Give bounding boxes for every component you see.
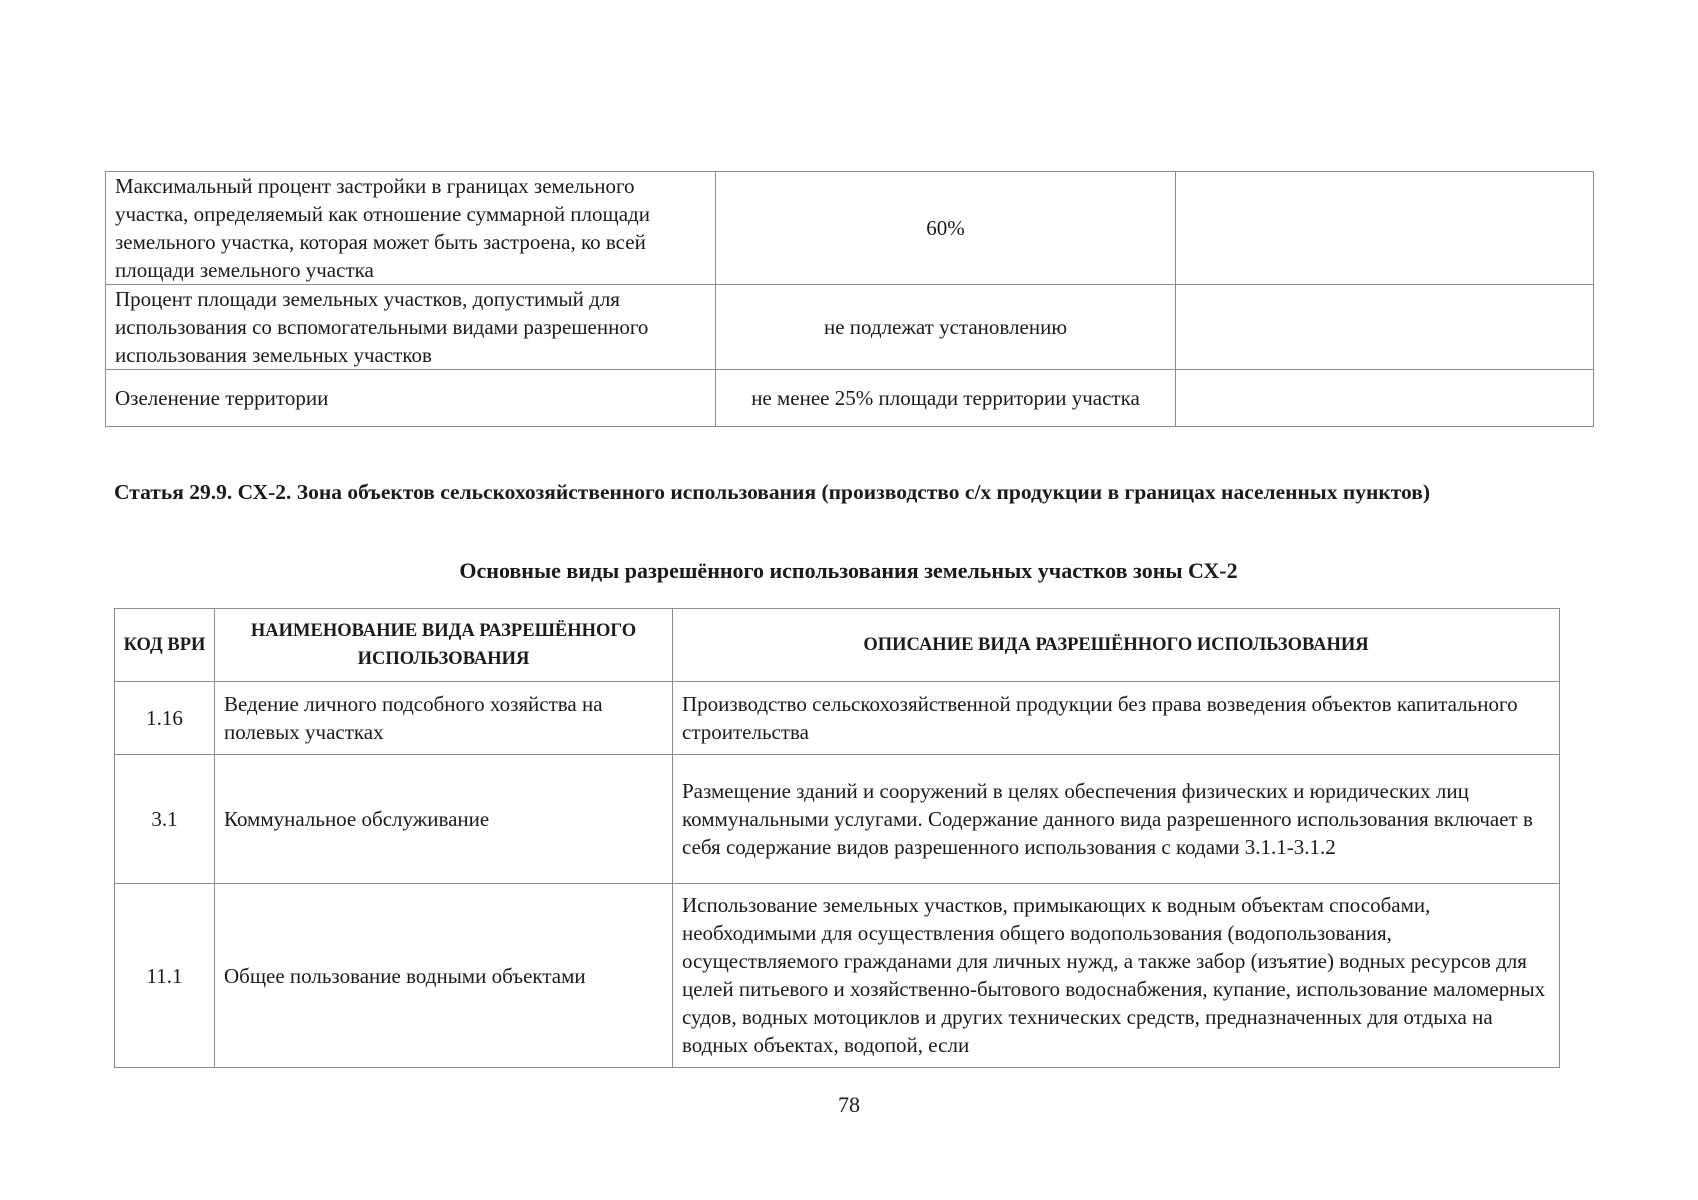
- value-cell: 60%: [716, 172, 1176, 285]
- parameters-table: [105, 171, 1594, 427]
- code-cell: 11.1: [115, 884, 215, 1068]
- description-cell: Использование земельных участков, примыкающих к водным объектам способами, необходимыми для осуществления общего водопользования (водопользования, осуществляемого гражданами для личных нужд, а также забор (изъятие) водных ресурсов для целей питьевого и хозяйственно-бытового водоснабжения, купание, использование маломерных судов, водных мотоциклов и других технических средств, предназначенных для отдыха на водных объектах, водопой, если: [673, 884, 1560, 1068]
- table-caption: Основные виды разрешённого использования земельных участков зоны СХ-2: [459, 558, 1238, 583]
- table-row: [115, 755, 1560, 884]
- table-header-row: [115, 609, 1560, 682]
- table-row: [106, 285, 1594, 370]
- name-cell: Коммунальное обслуживание: [215, 755, 673, 884]
- description-cell: Размещение зданий и сооружений в целях обеспечения физических и юридических лиц коммунальными услугами. Содержание данного вида разрешенного использования включает в себя содержание видов разрешенного использования с кодами 3.1.1-3.1.2: [673, 755, 1560, 884]
- parameter-cell: Максимальный процент застройки в границах земельного участка, определяемый как отношение суммарной площади земельного участка, которая может быть застроена, ко всей площади земельного участка: [106, 172, 716, 285]
- note-cell: [1176, 285, 1594, 370]
- table-row: [115, 682, 1560, 755]
- table-row: [106, 370, 1594, 427]
- parameter-cell: Озеленение территории: [106, 370, 716, 427]
- permitted-use-table: [114, 608, 1560, 1068]
- value-cell: не менее 25% площади территории участка: [716, 370, 1176, 427]
- name-cell: Ведение личного подсобного хозяйства на полевых участках: [215, 682, 673, 755]
- code-cell: 3.1: [115, 755, 215, 884]
- value-cell: не подлежат установлению: [716, 285, 1176, 370]
- column-header-code: КОД ВРИ: [115, 609, 215, 682]
- note-cell: [1176, 172, 1594, 285]
- description-cell: Производство сельскохозяйственной продукции без права возведения объектов капитального строительства: [673, 682, 1560, 755]
- table-row: [115, 884, 1560, 1068]
- article-heading: Статья 29.9. СХ-2. Зона объектов сельскохозяйственного использования (производство с/х продукции в границах населенных пунктов): [114, 480, 1431, 504]
- column-header-description: ОПИСАНИЕ ВИДА РАЗРЕШЁННОГО ИСПОЛЬЗОВАНИЯ: [673, 609, 1560, 682]
- page-number: 78: [838, 1092, 860, 1117]
- column-header-name: НАИМЕНОВАНИЕ ВИДА РАЗРЕШЁННОГО ИСПОЛЬЗОВАНИЯ: [215, 609, 673, 682]
- code-cell: 1.16: [115, 682, 215, 755]
- table-row: [106, 172, 1594, 285]
- name-cell: Общее пользование водными объектами: [215, 884, 673, 1068]
- parameter-cell: Процент площади земельных участков, допустимый для использования со вспомогательными видами разрешенного использования земельных участков: [106, 285, 716, 370]
- note-cell: [1176, 370, 1594, 427]
